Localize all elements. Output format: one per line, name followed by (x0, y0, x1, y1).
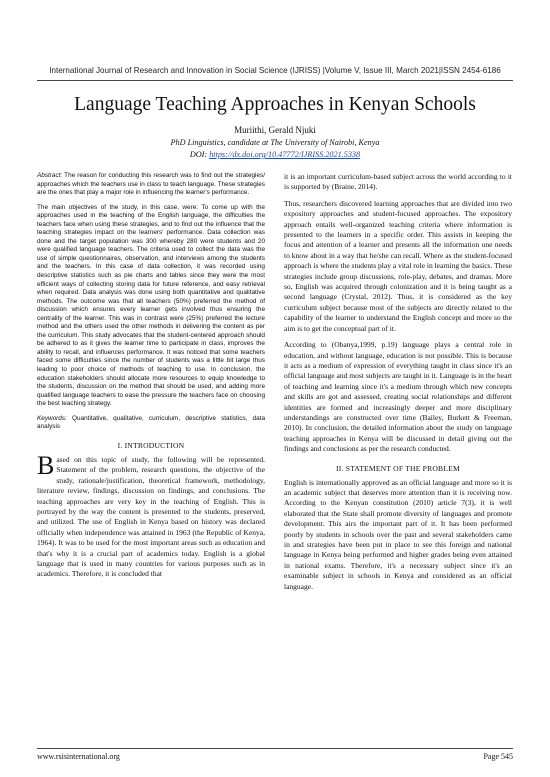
drop-cap: B (37, 450, 55, 480)
keywords-label: Keywords: (37, 414, 67, 422)
doi-link[interactable]: https://dx.doi.org/10.47772/IJRISS.2021.5338 (209, 150, 361, 159)
right-column (284, 172, 512, 598)
section-heading-problem: II. STATEMENT OF THE PROBLEM (336, 463, 460, 473)
doi-line (37, 150, 513, 159)
abstract-para-2: The main objectives of the study, in this case, were: To come up with the approaches used in the teaching of the English language, the difficulties the teachers face when using these strategies, and to find out the influence that the teaching strategies impact on the learners' performance. Data collection was done and the target population was 300 whereby 280 were students and 20 were qualified language teachers. The criteria used to collect the data was the use of simple questionnaires, observation, and interviews among the students and the teachers. In this case of data collection, it was recorded using descriptive statistics such as pie charts and tables since they were the most efficient ways of collecting storing data for future reference, and easy retrieval when required. Data analysis was done using both quantitative and qualitative methods. The outcome was that all teachers (50%) preferred the method of discussion which ensures every learner gets involved thus ensuring the centrality of the learner. This was in contrast were (25%) preferred the lecture method and the others used the other methods in delivering the content as per the curriculum. This study advocates that the student-centered approach should be adhered to as it gives the learner time to participate in class, improves the ability to recall, and influences performance. It was noticed that some teachers faced some difficulties since the number of students was a little bit large thus leading to poor choice of methods of teaching to use. In conclusion, the education stakeholders should allocate more resources to equip knowledge to the students, discussion on the method that should be used, and adding more qualified language teachers to ease the pressure the teachers face on choosing the best teaching strategy. (37, 203, 265, 408)
intro-text: ased on this topic of study, the following will be represented. Statement of the problem, research questions, the objective of the study, rationale/justification, theoretical framework, methodology, literature review, findings, discussion on findings, and conclusions. The teaching approaches are very key in the teaching of English. This is portrayed by the way the content is presented to the students, preserved, and utilized. The use of English in Kenya based on history was declared officially when independence was attained in 1963 (the Republic of Kenya, 1964). It was to be used for the most important areas such as education and that's why it is a crucial part of academics today. English is a global language that is used in many countries for various purposes such as in academics. Therefore, it is concluded that (37, 454, 265, 579)
page-number: Page 545 (483, 752, 513, 761)
section-heading-introduction: I. INTRODUCTION (117, 440, 185, 450)
body-para-4: English is internationally approved as an official language and more so it is an academic subject that deserves more attention than it is receiving now. According to the Kenyan constitution (2010) article 7(3), it is well elaborated that the State shall promote diversity of languages and promote development. This airs the important part of it. It has been performed poorly by students in schools over the past and several stakeholders came in and strategies have been put in place to see this foreign and national language in Kenya being performed and higher grades being even attained in national exams. Therefore, it's a necessary subject since it's an examinable subject in schools in Kenya and considered as an official language. (284, 477, 512, 591)
doi-label: DOI: (189, 150, 210, 159)
body-para-3: According to (Obanya,1999, p.19) language plays a central role in education, and without language, education is not possible. This is because it acts as a medium of expression of everything taught in class since it's an official language and most subjects are taught in it. Language is in the heart of teaching and learning since it's a medium through which new concepts and skills are got and assessed, creating social relationships and different identities are formed and increasingly deeper and more disciplinary understandings are constructed over time (Bailey, Burkett & Freeman, 2010). In conclusion, the detailed information about the study on language teaching approaches in Kenya will be discussed in detail giving out the findings and conclusions as per the research conducted. (284, 340, 512, 454)
left-column (37, 172, 265, 586)
paper-title: Language Teaching Approaches in Kenyan Schools (74, 94, 476, 115)
abstract-para-1 (37, 172, 265, 198)
footer-rule (37, 748, 513, 749)
author-line: Muriithi, Gerald Njuki (234, 125, 316, 135)
body-para-1: it is an important curriculum-based subject across the world according to it is supported by (Braine, 2014). (284, 172, 512, 192)
abstract-text-1: The reason for conducting this research was to find out the strategies/ approaches which the teachers use in class to teach language. These strategies are the ones that play a major role in influencing the learner's performance. (37, 172, 265, 197)
intro-para (37, 450, 265, 580)
affiliation-line: PhD Linguistics, candidate at The University of Nairobi, Kenya (170, 138, 380, 147)
header-rule (37, 80, 513, 81)
footer-url[interactable]: www.rsisinternational.org (37, 752, 120, 761)
body-para-2: Thus, researchers discovered learning approaches that are divided into two expository approaches and student-focused approaches. The expository approach entails well-organized teaching criteria where information is presented to the learners in a specific order. This assists in keeping the focus and attention of a learner and presents all the information one needs to know about in a way that he/she can recall. Where as the student-focused approach is where the students play a vital role in learning the basics. These strategies include group discussions, role-play, debates, and dramas. More so, English was acquired through colonization and it is being taught as a second language (Crystal, 2012). Thus, it is considered as the key curriculum subject because most of the subjects are directly related to the capability of the learner to understand the English concept and more so the aim is to get the conceptual part of it. (284, 198, 512, 333)
keywords-text: Quantitative, qualitative, curriculum, descriptive statistics, data analysis (37, 414, 265, 431)
journal-header: International Journal of Research and Innovation in Social Science (IJRISS) |Volume V, Issue III, March 2021|ISSN 2454-6186 (49, 66, 501, 75)
abstract-label: Abstract: (37, 172, 63, 179)
keywords (37, 415, 265, 432)
